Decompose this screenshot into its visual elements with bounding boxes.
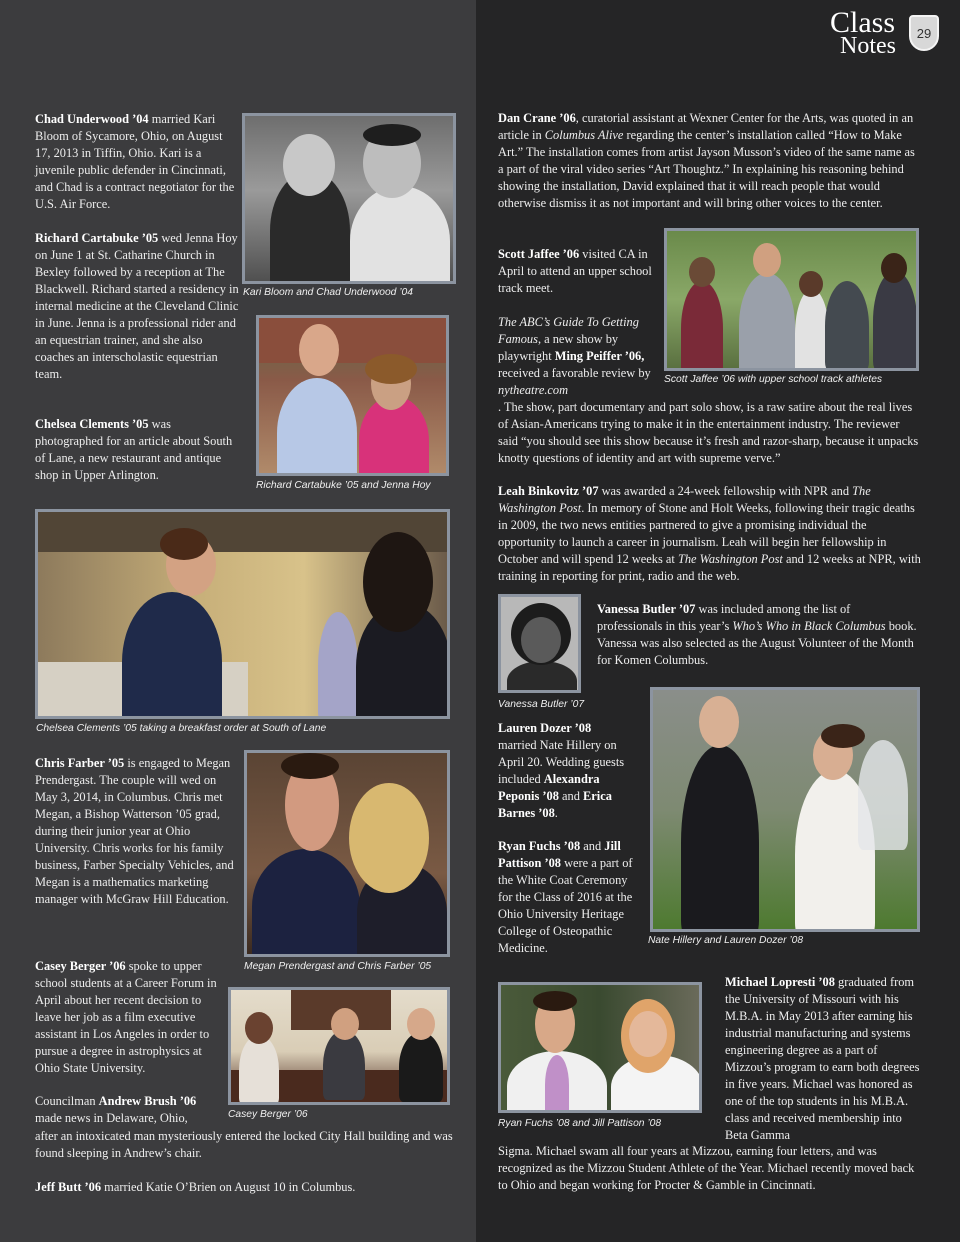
page-number: 29: [916, 26, 932, 41]
note-farber-name: Chris Farber ’05: [35, 756, 125, 770]
note-brush-part1: [35, 1093, 221, 1127]
note-underwood-name: Chad Underwood ’04: [35, 112, 149, 126]
note-butler-body2: book. Vanessa was also selected as the August Volunteer of the Month for Komen Columbus.: [597, 619, 917, 667]
note-binkovitz-pub1: The Washington Post: [498, 484, 871, 515]
header-title-line2: Notes: [840, 33, 896, 59]
note-butt-name: Jeff Butt ’06: [35, 1180, 102, 1194]
note-binkovitz-body3: and 12 weeks at NPR, with training in reporting for print, radio and the web.: [498, 552, 921, 583]
caption-dozer: Nate Hillery and Lauren Dozer ’08: [648, 935, 804, 946]
note-butt-body: married Katie O’Brien on August 10 in Columbus.: [101, 1180, 356, 1194]
caption-clements: Chelsea Clements ’05 taking a breakfast order at South of Lane: [36, 723, 327, 734]
note-dozer-guest1: Alexandra Peponis ’08: [498, 772, 600, 803]
note-clements: [35, 416, 235, 484]
caption-cartabuke: Richard Cartabuke ’05 and Jenna Hoy: [256, 480, 431, 491]
note-brush-body1: made news in Delaware, Ohio,: [35, 1111, 188, 1125]
note-underwood-body: married Kari Bloom of Sycamore, Ohio, on August 17, 2013 in Tiffin, Ohio. Kari is a juvenile public defender in Cincinnati, and Chad is a contract negotiator for the U.S. Air Force.: [35, 112, 235, 211]
note-dozer: [498, 720, 628, 822]
photo-farber: [244, 750, 450, 957]
note-lopresti-part2: [498, 1143, 922, 1194]
note-crane-pub: Columbus Alive: [544, 128, 624, 142]
note-dozer-name: Lauren Dozer ’08: [498, 721, 592, 735]
note-brush-body2: after an intoxicated man mysteriously entered the locked City Hall building and was found sleeping in Andrew’s chair.: [35, 1129, 453, 1160]
note-dozer-body2: and: [558, 789, 584, 803]
note-binkovitz-body1: was awarded a 24-week fellowship with NPR and: [598, 484, 853, 498]
header-title-line1: Class: [830, 6, 896, 39]
note-peiffer-part1: [498, 314, 658, 399]
note-peiffer-name: Ming Peiffer ’06,: [554, 349, 645, 363]
note-lopresti-name: Michael Lopresti ’08: [725, 975, 835, 989]
note-fuchs-name2: Jill Pattison ’08: [498, 839, 621, 870]
caption-jaffee: Scott Jaffee ’06 with upper school track athletes: [664, 374, 883, 385]
note-dozer-body3: .: [554, 806, 558, 820]
note-fuchs-name1: Ryan Fuchs ’08: [498, 839, 581, 853]
page-number-shield-icon: [909, 15, 939, 51]
note-butler-book: Who’s Who in Black Columbus: [732, 619, 886, 633]
note-binkovitz-body2: . In memory of Stone and Holt Weeks, following their tragic deaths in 2009, the two news entities partnered to give a promising individual the opportunity to launch a career in journalism. Leah will begin her fellowship in October and will spend 12 weeks at: [498, 501, 915, 566]
note-crane-name: Dan Crane ’06: [498, 111, 576, 125]
photo-clements: [35, 509, 450, 719]
note-peiffer-body1: , a new show by playwright: [498, 332, 619, 363]
note-peiffer-part2: [498, 399, 922, 467]
note-lopresti-body2: Sigma. Michael swam all four years at Mizzou, earning four letters, and was recognized as the Mizzou Student Athlete of the Year. Michael recently moved back to Ohio and began working for Procter & Gamble in Cincinnati.: [498, 1144, 915, 1192]
note-brush-name: Andrew Brush ’06: [98, 1094, 197, 1108]
note-brush-pre: Councilman: [35, 1094, 99, 1108]
photo-underwood: [242, 113, 456, 284]
note-peiffer-body2: received a favorable review by: [498, 366, 651, 380]
note-binkovitz-name: Leah Binkovitz ’07: [498, 484, 599, 498]
note-berger-body: spoke to upper school students at a Career Forum in April about her recent decision to leave her job as a film executive assistant in Los Angeles in order to pursue a degree in astrophysics at Ohio State University.: [35, 959, 217, 1075]
note-berger-name: Casey Berger ’06: [35, 959, 126, 973]
class-notes-header: [828, 6, 948, 66]
note-crane-body2: regarding the center’s installation called “How to Make Art.” The installation comes from artist Jayson Musson’s video of the same name as a part of the viral video series “Art Thoughtz.” In explaining his reasoning behind showing the installation, David explained that it will reach people that would otherwise dismiss it as not important and will bring other voices to the center.: [498, 128, 915, 210]
note-crane: [498, 110, 920, 212]
note-berger: [35, 958, 221, 1077]
note-cartabuke: [35, 230, 240, 383]
note-farber: [35, 755, 235, 908]
note-jaffee: [498, 246, 658, 297]
note-binkovitz-pub2: The Washington Post: [677, 552, 783, 566]
note-binkovitz: [498, 483, 922, 585]
note-peiffer-site: nytheatre.com: [498, 383, 569, 397]
note-farber-body: is engaged to Megan Prendergast. The couple will wed on May 3, 2014, in Columbus. Chris met Megan, a Bishop Watterson ’05 grad, during their junior year at Ohio University. Chris works for his family business, Farber Specialty Vehicles, and Megan is a mathematics marketing manager with McGraw Hill Education.: [35, 756, 234, 906]
photo-berger: [228, 987, 450, 1105]
note-peiffer-body3: . The show, part documentary and part solo show, is a raw satire about the real lives of Asian-Americans trying to make it in the entertainment industry. The reviewer said “you should see this show because it’s fresh and razor-sharp, because it unpacks knotty questions of identity and art with supreme verve.”: [498, 400, 919, 465]
note-peiffer-title: The ABC’s Guide To Getting Famous: [498, 315, 639, 346]
note-lopresti-part1: [725, 974, 921, 1144]
caption-fuchs: Ryan Fuchs ’08 and Jill Pattison ’08: [498, 1118, 662, 1129]
note-fuchs: [498, 838, 636, 957]
note-jaffee-name: Scott Jaffee ’06: [498, 247, 580, 261]
note-clements-body: was photographed for an article about South of Lane, a new restaurant and antique shop in Upper Arlington.: [35, 417, 233, 482]
note-butt: [35, 1179, 455, 1196]
photo-butler: [498, 594, 581, 693]
photo-jaffee: [664, 228, 919, 371]
note-dozer-body1: married Nate Hillery on April 20. Wedding guests included: [498, 738, 625, 786]
photo-cartabuke: [256, 315, 449, 476]
photo-fuchs: [498, 982, 702, 1113]
note-lopresti-body1: graduated from the University of Missouri with his M.B.A. in May 2013 after earning his industrial manufacturing and systems engineering degree as a part of Mizzou’s program to earn both degrees in five years. Michael was honored as one of the top students in his M.B.A. class and received membership into Beta Gamma: [725, 975, 920, 1142]
caption-berger: Casey Berger ’06: [228, 1109, 308, 1120]
photo-dozer: [650, 687, 920, 932]
note-fuchs-body: were a part of the White Coat Ceremony for the Class of 2016 at the Ohio University Heritage College of Osteopathic Medicine.: [498, 856, 633, 955]
note-dozer-guest2: Erica Barnes ’08: [498, 789, 612, 820]
note-jaffee-body: visited CA in April to attend an upper school track meet.: [498, 247, 652, 295]
caption-farber: Megan Prendergast and Chris Farber ’05: [244, 961, 432, 972]
caption-underwood: Kari Bloom and Chad Underwood ’04: [243, 287, 413, 298]
note-fuchs-and: and: [580, 839, 605, 853]
note-underwood: [35, 111, 235, 213]
caption-butler: Vanessa Butler ’07: [498, 699, 585, 710]
note-butler-body1: was included among the list of professionals in this year’s: [597, 602, 851, 633]
note-crane-body1: , curatorial assistant at Wexner Center for the Arts, was quoted in an article in: [498, 111, 914, 142]
note-cartabuke-body: wed Jenna Hoy on June 1 at St. Catharine Church in Bexley followed by a reception at The Blackwell. Richard started a residency in internal medicine at the Cleveland Clinic in June. Jenna is a professional rider and an equestrian trainer, and she also coaches an interscholastic equestrian team.: [35, 231, 239, 381]
note-butler-name: Vanessa Butler ’07: [597, 602, 696, 616]
note-butler: [597, 601, 917, 669]
note-clements-name: Chelsea Clements ’05: [35, 417, 149, 431]
note-cartabuke-name: Richard Cartabuke ’05: [35, 231, 159, 245]
note-brush-part2: [35, 1128, 455, 1162]
